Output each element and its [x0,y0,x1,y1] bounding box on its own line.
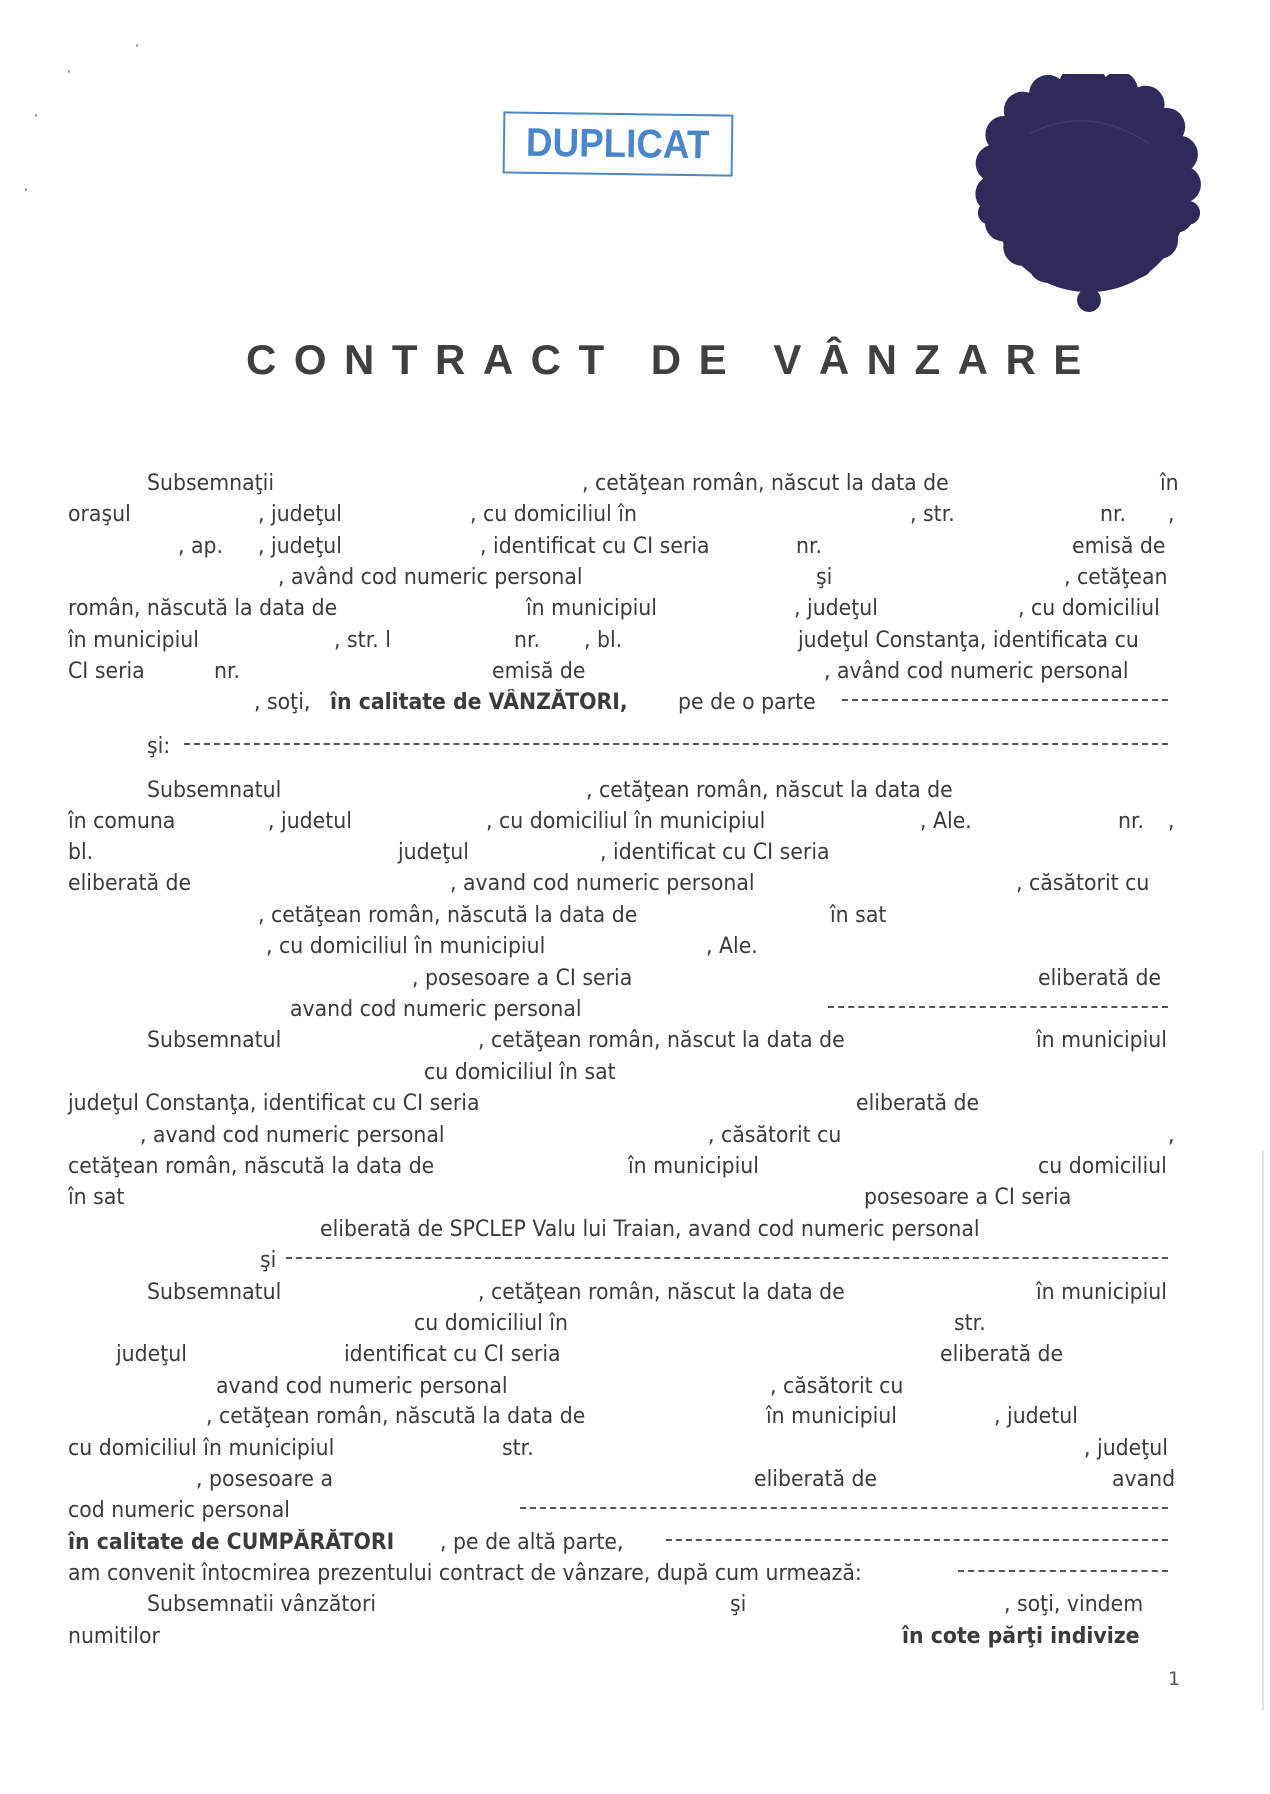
text-fragment: judeţul Constanţa, identificat cu CI seria [68,1091,480,1116]
stamp-label: DUPLICAT [526,120,710,167]
scan-speck [25,188,27,191]
text-fragment: , soţi, vindem [1004,1592,1144,1617]
text-fragment: , soţi, [254,690,311,715]
text-fragment: pe de o parte [678,690,816,715]
text-fragment: în municipiul [1036,1028,1167,1053]
text-fragment: în municipiul [1036,1280,1167,1305]
text-fragment: , identificat cu CI seria [480,534,710,559]
text-fragment: cu domiciliul [1038,1154,1167,1179]
text-fragment: , avand cod numeric personal [450,871,755,896]
text-fragment: , str. l [334,628,391,653]
text-fragment: , cetăţean român, născută la data de [206,1404,586,1429]
text-fragment: am convenit întocmirea prezentului contract de vânzare, după cum urmează: [68,1561,862,1586]
text-fragment: , bl. [584,628,623,653]
text-fragment: cu domiciliul în sat [424,1060,616,1085]
text-fragment: Subsemnatul [147,778,282,803]
text-fragment: nr. [1100,502,1127,527]
scan-edge [1262,1150,1264,1710]
text-fragment: eliberată de [1038,966,1162,991]
text-fragment: , judeţul [258,502,342,527]
text-fragment: str. [954,1311,986,1336]
text-fragment: Subsemnatul [147,1280,282,1305]
text-fragment: , cu domiciliul în municipiul [486,809,766,834]
text-fragment: şi [260,1248,277,1273]
text-fragment: , căsătorit cu [708,1123,842,1148]
text-fragment: în sat [830,903,887,928]
page-number: 1 [1168,1668,1181,1690]
dash-filler-line [842,699,1168,701]
text-fragment: , cetăţean român, născută la data de [258,903,638,928]
text-fragment: , căsătorit cu [1016,871,1150,896]
text-fragment: , cetăţean român, născut la data de [478,1280,845,1305]
dash-filler-line [184,743,1168,745]
text-fragment: şi: [147,734,171,759]
text-fragment: identificat cu CI seria [344,1342,561,1367]
text-fragment: cod numeric personal [68,1498,290,1523]
text-fragment: şi [730,1592,747,1617]
text-fragment: judeţul Constanţa, identificata cu [798,628,1139,653]
text-fragment: eliberată de [940,1342,1064,1367]
dash-filler-line [828,1006,1168,1008]
dash-filler-line [666,1539,1168,1541]
text-fragment: în municipiul [526,596,657,621]
text-fragment: în [1160,471,1179,496]
text-fragment: nr. [796,534,823,559]
text-fragment: numitilor [68,1624,160,1649]
text-fragment: eliberată de [856,1091,980,1116]
text-fragment: în municipiul [766,1404,897,1429]
text-fragment: avand [1112,1467,1176,1492]
text-fragment: , str. [910,502,955,527]
text-fragment: , cu domiciliul în [470,502,637,527]
text-fragment: cu domiciliul în municipiul [68,1436,335,1461]
text-fragment: cetăţean român, născută la data de [68,1154,435,1179]
text-fragment: judeţul [398,840,469,865]
bold-text-fragment: în calitate de VÂNZĂTORI, [330,690,628,715]
text-fragment: , judeţul [794,596,878,621]
text-fragment: , cetăţean [1064,565,1168,590]
text-fragment: , judeţul [258,534,342,559]
scan-speck [136,44,138,47]
text-fragment: , pe de altă parte, [440,1530,624,1555]
text-fragment: avand cod numeric personal [290,997,582,1022]
scan-speck [68,70,70,73]
dash-filler-line [520,1507,1168,1509]
text-fragment: , având cod numeric personal [824,659,1129,684]
text-fragment: în municipiul [68,628,199,653]
text-fragment: , posesoare a [196,1467,334,1492]
text-fragment: emisă de [492,659,586,684]
text-fragment: , având cod numeric personal [278,565,583,590]
text-fragment: eliberată de SPCLEP Valu lui Traian, avand cod numeric personal [320,1217,980,1242]
text-fragment: Subsemnatul [147,1028,282,1053]
text-fragment: eliberată de [68,871,192,896]
seal-icon [970,74,1208,312]
text-fragment: Subsemnaţii [147,471,275,496]
dash-filler-line [286,1257,1168,1259]
text-fragment: în comuna [68,809,176,834]
text-fragment: Subsemnatii vânzători [147,1592,377,1617]
dash-filler-line [958,1570,1168,1572]
text-fragment: în municipiul [628,1154,759,1179]
text-fragment: român, născută la data de [68,596,338,621]
text-fragment: bl. [68,840,94,865]
text-fragment: , cetăţean român, născut la data de [478,1028,845,1053]
text-fragment: avand cod numeric personal [216,1374,508,1399]
scan-speck [35,114,37,117]
text-fragment: , cu domiciliul în municipiul [266,934,546,959]
document-title: CONTRACT DE VÂNZARE [246,336,1099,383]
text-fragment: cu domiciliul în [414,1311,568,1336]
text-fragment: , judetul [994,1404,1078,1429]
text-fragment: , cu domiciliul [1018,596,1160,621]
text-fragment: , [1168,1123,1175,1148]
text-fragment: , Ale. [920,809,972,834]
text-fragment: CI seria [68,659,145,684]
text-fragment: , cetăţean român, născut la data de [586,778,953,803]
text-fragment: , [1168,502,1175,527]
text-fragment: şi [816,565,833,590]
text-fragment: nr. [214,659,241,684]
text-fragment: eliberată de [754,1467,878,1492]
text-fragment: , posesoare a CI seria [412,966,633,991]
text-fragment: , cetăţean român, născut la data de [582,471,949,496]
bold-text-fragment: în calitate de CUMPĂRĂTORI [68,1530,395,1555]
text-fragment: , Ale. [706,934,758,959]
text-fragment: judeţul [116,1342,187,1367]
duplicat-stamp [503,111,734,176]
text-fragment: nr. [1118,809,1145,834]
text-fragment: , judeţul [1084,1436,1168,1461]
text-fragment: emisă de [1072,534,1166,559]
text-fragment: , ap. [178,534,224,559]
text-fragment: în sat [68,1185,125,1210]
text-fragment: oraşul [68,502,131,527]
text-fragment: , [1168,809,1175,834]
bold-text-fragment: în cote părţi indivize [902,1624,1140,1649]
text-fragment: , căsătorit cu [770,1374,904,1399]
text-fragment: , judetul [268,809,352,834]
text-fragment: posesoare a CI seria [864,1185,1072,1210]
text-fragment: nr. [514,628,541,653]
text-fragment: str. [502,1436,534,1461]
text-fragment: , identificat cu CI seria [600,840,830,865]
text-fragment: , avand cod numeric personal [140,1123,445,1148]
